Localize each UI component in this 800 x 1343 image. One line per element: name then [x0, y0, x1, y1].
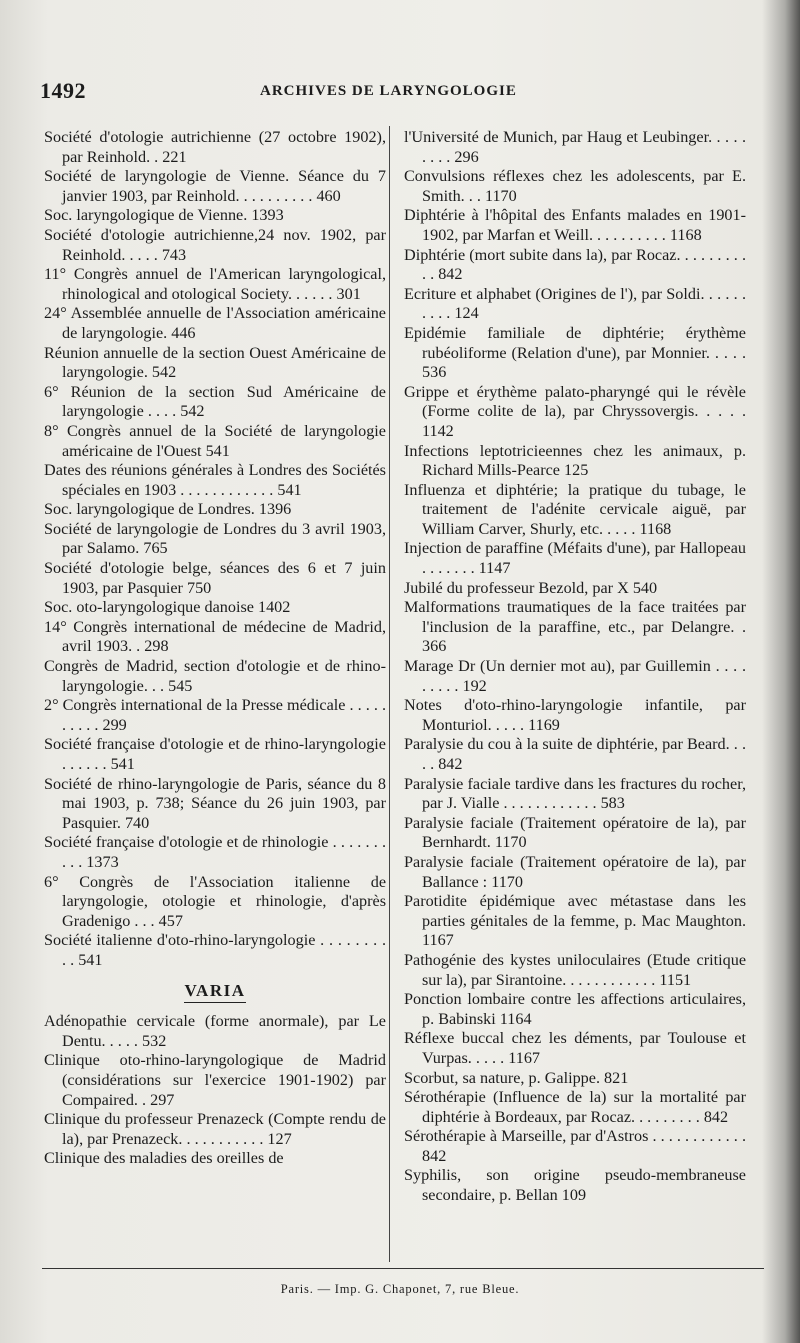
index-entry: Société d'otologie autrichienne,24 nov. 1902, par Reinhold. . . . . 743	[44, 225, 386, 264]
index-entry: Clinique oto-rhino-laryngologique de Madrid (considérations sur l'exercice 1901-1902) par Compaired. . 297	[44, 1051, 386, 1109]
index-entry: Congrès de Madrid, section d'otologie et de rhino-laryngologie. . . 545	[44, 657, 386, 695]
index-entry: 24° Assemblée annuelle de l'Association américaine de laryngologie. 446	[44, 304, 386, 342]
index-entry: Société française d'otologie et de rhinologie . . . . . . . . . . 1373	[44, 833, 386, 871]
section-heading-text: VARIA	[184, 981, 245, 1003]
index-entry: Influenza et diphtérie; la pratique du tubage, le traitement de l'adénite cervicale aiguë, par William Carver, Shurly, etc. . . . . 1168	[404, 480, 746, 538]
index-entry: Réflexe buccal chez les déments, par Toulouse et Vurpas. . . . . 1167	[404, 1029, 746, 1067]
index-entry: 11° Congrès annuel de l'American laryngological, rhinological and otological Society. . . . . . 301	[44, 265, 386, 303]
index-entry: Notes d'oto-rhino-laryngologie infantile, par Monturiol. . . . . 1169	[404, 696, 746, 734]
index-entry: Jubilé du professeur Bezold, par X 540	[404, 578, 658, 597]
index-entry: Réunion annuelle de la section Ouest Américaine de laryngologie. 542	[44, 343, 386, 382]
index-entry: Sérothérapie à Marseille, par d'Astros . . . . . . . . . . . . 842	[404, 1127, 746, 1165]
index-entry: Adénopathie cervicale (forme anormale), par Le Dentu. . . . . 532	[44, 1012, 386, 1050]
index-entry: Parotidite épidémique avec métastase dans les parties génitales de la femme, p. Mac Maughton. 1167	[404, 892, 746, 950]
column-divider	[389, 126, 390, 1262]
section-heading	[44, 981, 386, 1001]
index-entry: Société de laryngologie de Vienne. Séance du 7 janvier 1903, par Reinhold. . . . . . . . . . 460	[44, 167, 386, 205]
index-entry: Société de laryngologie de Londres du 3 avril 1903, par Salamo. 765	[44, 519, 386, 558]
footer-rule	[42, 1268, 764, 1269]
page-number: 1492	[40, 78, 86, 103]
index-entry: Diphtérie (mort subite dans la), par Rocaz. . . . . . . . . . . 842	[404, 245, 746, 284]
index-entry: Soc. oto-laryngologique danoise 1402	[44, 598, 291, 617]
index-entry: Dates des réunions générales à Londres des Sociétés spéciales en 1903 . . . . . . . . . . . . 541	[44, 461, 386, 499]
right-column	[404, 128, 746, 1206]
index-entry: Société d'otologie belge, séances des 6 et 7 juin 1903, par Pasquier 750	[44, 559, 386, 597]
index-entry: Ecriture et alphabet (Origines de l'), par Soldi. . . . . . . . . . 124	[404, 284, 746, 323]
index-entry: Scorbut, sa nature, p. Galippe. 821	[404, 1068, 629, 1087]
index-entry: 6° Réunion de la section Sud Américaine de laryngologie . . . . 542	[44, 382, 386, 421]
index-entry: 2° Congrès international de la Presse médicale . . . . . . . . . . 299	[44, 696, 386, 734]
varia-entries	[44, 1012, 386, 1169]
page-spine-shadow	[762, 0, 800, 1343]
index-entry: Soc. laryngologique de Londres. 1396	[44, 500, 292, 519]
index-entry: 8° Congrès annuel de la Société de laryngologie américaine de l'Ouest 541	[44, 421, 386, 460]
index-entry: Convulsions réflexes chez les adolescents, par E. Smith. . . 1170	[404, 167, 746, 205]
printer-footer: Paris. — Imp. G. Chaponet, 7, rue Bleue.	[280, 1282, 520, 1296]
index-entry: l'Université de Munich, par Haug et Leubinger. . . . . . . . . 296	[404, 128, 746, 166]
running-title: ARCHIVES DE LARYNGOLOGIE	[260, 83, 517, 99]
index-entry: Pathogénie des kystes uniloculaires (Etude critique sur la), par Sirantoine. . . . . . . . . . . . 1151	[404, 950, 746, 989]
index-entry: Clinique des maladies des oreilles de	[44, 1149, 284, 1168]
index-entry: Société française d'otologie et de rhino-laryngologie . . . . . . 541	[44, 735, 386, 773]
index-entry: Epidémie familiale de diphtérie; érythème rubéoliforme (Relation d'une), par Monnier. . . . . 536	[404, 323, 746, 382]
index-entry: Ponction lombaire contre les affections articulaires, p. Babinski 1164	[404, 990, 746, 1028]
index-entry: Soc. laryngologique de Vienne. 1393	[44, 206, 284, 225]
index-entry: Société de rhino-laryngologie de Paris, séance du 8 mai 1903, p. 738; Séance du 26 juin 1903, par Pasquier. 740	[44, 774, 386, 832]
index-entry: Injection de paraffine (Méfaits d'une), par Hallopeau . . . . . . . 1147	[404, 539, 746, 578]
index-entry: Société italienne d'oto-rhino-laryngologie . . . . . . . . . . 541	[44, 931, 386, 969]
index-entry: Société d'otologie autrichienne (27 octobre 1902), par Reinhold. . 221	[44, 128, 386, 166]
index-entry: Paralysie faciale tardive dans les fractures du rocher, par J. Vialle . . . . . . . . . . . . 583	[404, 774, 746, 813]
index-entry: Diphtérie à l'hôpital des Enfants malades en 1901-1902, par Marfan et Weill. . . . . . . . . . 1168	[404, 206, 746, 244]
index-entry: Malformations traumatiques de la face traitées par l'inclusion de la paraffine, etc., par Delangre. . 366	[404, 598, 746, 656]
index-entry: Syphilis, son origine pseudo-membraneuse secondaire, p. Bellan 109	[404, 1166, 746, 1205]
index-entry: Clinique du professeur Prenazeck (Compte rendu de la), par Prenazeck. . . . . . . . . . . 127	[44, 1110, 386, 1148]
right-entries	[404, 128, 746, 1206]
index-entry: Sérothérapie (Influence de la) sur la mortalité par diphtérie à Bordeaux, par Rocaz. . . . . . . . . 842	[404, 1088, 746, 1126]
index-entry: Grippe et érythème palato-pharyngé qui le révèle (Forme colite de la), par Chryssovergis. . . . . 1142	[404, 382, 746, 440]
index-entry: Paralysie du cou à la suite de diphtérie, par Beard. . . . . 842	[404, 735, 746, 773]
left-column	[44, 128, 386, 1169]
index-entry: Infections leptotricieennes chez les animaux, p. Richard Mills-Pearce 125	[404, 441, 746, 480]
left-entries	[44, 128, 386, 971]
page-header	[40, 78, 760, 104]
index-entry: Marage Dr (Un dernier mot au), par Guillemin . . . . . . . . . 192	[404, 657, 746, 695]
index-entry: Paralysie faciale (Traitement opératoire de la), par Ballance : 1170	[404, 852, 746, 891]
index-entry: 14° Congrès international de médecine de Madrid, avril 1903. . 298	[44, 617, 386, 656]
index-entry: Paralysie faciale (Traitement opératoire de la), par Bernhardt. 1170	[404, 813, 746, 852]
index-entry: 6° Congrès de l'Association italienne de laryngologie, otologie et rhinologie, d'après Gradenigo . . . 457	[44, 872, 386, 930]
